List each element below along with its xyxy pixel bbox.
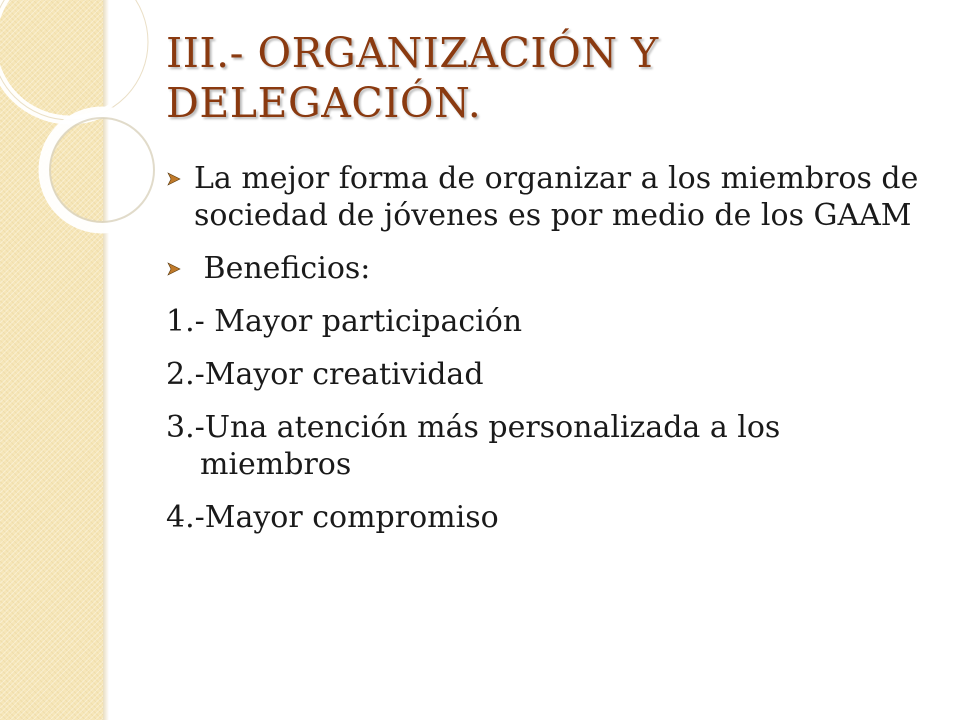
arrow-bullet-icon: [166, 160, 194, 197]
numbered-item: 4.-Mayor compromiso: [166, 500, 499, 535]
bullet-item: [166, 250, 936, 287]
bullet-item: [166, 160, 936, 234]
numbered-list: [166, 303, 936, 536]
slide-title: III.- ORGANIZACIÓN Y DELEGACIÓN.: [166, 29, 659, 127]
slide-body: [166, 160, 936, 552]
arrow-bullet-icon: [166, 250, 194, 287]
deco-circle-large: [0, 0, 148, 120]
numbered-item: 1.- Mayor participación: [166, 304, 523, 339]
deco-circle-small: [44, 112, 160, 228]
bullet-text: Beneficios:: [194, 251, 371, 286]
numbered-item: 2.-Mayor creatividad: [166, 357, 484, 392]
numbered-item: 3.-Una atención más personalizada a los miembros: [166, 410, 781, 482]
bullet-text: La mejor forma de organizar a los miembros de sociedad de jóvenes es por medio de los GAAM: [194, 161, 919, 233]
deco-circle-small-inner: [50, 118, 154, 222]
